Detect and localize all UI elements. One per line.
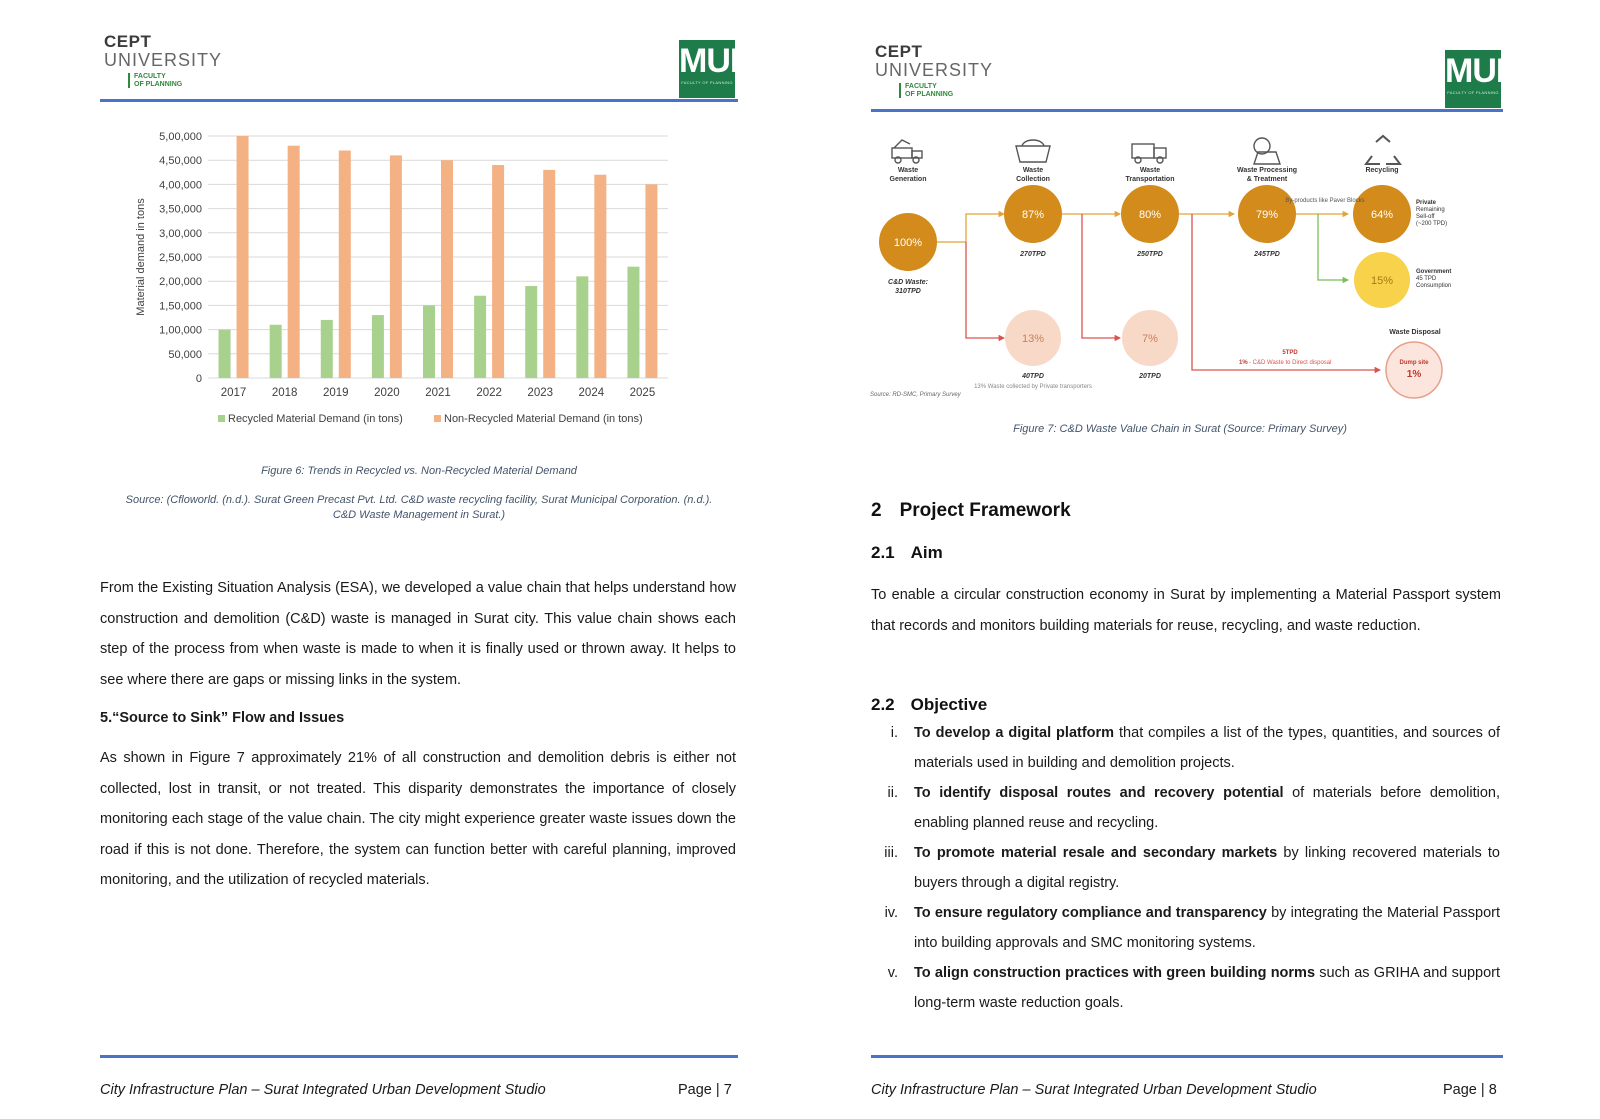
stage-node-pct: 64% bbox=[1370, 209, 1394, 221]
objective-number: i. bbox=[890, 725, 898, 741]
y-tick-label: 0 bbox=[195, 373, 202, 385]
cept-university-logo bbox=[104, 33, 222, 88]
bar-recycled bbox=[321, 320, 333, 378]
logo-university-text: UNIVERSITY bbox=[104, 50, 223, 70]
government-label: Consumption bbox=[1416, 283, 1452, 289]
objective-bold: To align construction practices with green building norms bbox=[914, 965, 1316, 981]
objective-bold: To develop a digital platform bbox=[914, 725, 1115, 741]
page-number-right: Page | 8 bbox=[1443, 1082, 1497, 1098]
private-label: Private bbox=[1416, 200, 1437, 206]
objective-number: iv. bbox=[884, 905, 898, 921]
objective-item bbox=[864, 778, 1500, 838]
x-tick-label: 2022 bbox=[476, 387, 502, 399]
private-label: Remaining bbox=[1416, 207, 1445, 213]
loss-node-pct: 7% bbox=[1142, 333, 1158, 345]
stage-label: Transportation bbox=[1125, 176, 1175, 183]
bar-non-recycled bbox=[645, 184, 657, 378]
dump-site-pct: 1% bbox=[1406, 369, 1422, 380]
bar-non-recycled bbox=[594, 175, 606, 378]
figure-7-caption: Figure 7: C&D Waste Value Chain in Surat (Source: Primary Survey) bbox=[1013, 423, 1347, 435]
source-to-sink-heading: 5.“Source to Sink” Flow and Issues bbox=[100, 710, 345, 726]
dump-truck-icon bbox=[1132, 144, 1166, 163]
y-tick-label: 4,50,000 bbox=[159, 155, 202, 168]
stage-node-label: C&D Waste: bbox=[888, 279, 928, 286]
page-number: Page | 7 bbox=[678, 1082, 732, 1098]
stage-node-label: 245TPD bbox=[1254, 251, 1280, 258]
stage-label: Waste bbox=[1022, 167, 1044, 174]
objective-text bbox=[914, 898, 1500, 958]
bar-recycled bbox=[576, 276, 588, 378]
objective-number: iii. bbox=[884, 845, 898, 861]
y-tick-label: 1,00,000 bbox=[159, 324, 202, 337]
bar-recycled bbox=[423, 305, 435, 378]
figure-6-source-line2: C&D Waste Management in Surat.) bbox=[332, 509, 506, 521]
objective-heading: 2.2 Objective bbox=[871, 695, 988, 714]
logo-faculty: FACULTY OF PLANNING bbox=[128, 73, 222, 88]
private-label: Sell-off bbox=[1416, 214, 1435, 220]
stage-label: Generation bbox=[889, 176, 927, 183]
objective-number: v. bbox=[887, 965, 898, 981]
stage-label: Waste Processing bbox=[1236, 167, 1298, 174]
logo-cept-text: CEPT bbox=[104, 32, 152, 51]
x-tick-label: 2024 bbox=[578, 387, 605, 399]
x-tick-label: 2017 bbox=[220, 387, 247, 399]
bar-non-recycled bbox=[288, 146, 300, 378]
government-label: Government bbox=[1416, 269, 1452, 275]
bar-non-recycled bbox=[492, 165, 504, 378]
esa-paragraph: From the Existing Situation Analysis (ESA), we developed a value chain that helps understand how construction and demolition (C&D) waste is managed in Surat city. This value chain shows each step of the process from when waste is made to when it is finally used or thrown away. It helps to see where there are gaps or missing links in the system. bbox=[100, 580, 736, 688]
bar-non-recycled bbox=[543, 170, 555, 378]
private-label: (~200 TPD) bbox=[1416, 221, 1448, 227]
legend-label: Non-Recycled Material Demand (in tons) bbox=[444, 413, 643, 425]
dump-site-label: Dump site bbox=[1399, 360, 1429, 366]
waste-value-chain-diagram bbox=[870, 128, 1490, 418]
bar-recycled bbox=[372, 315, 384, 378]
objectives-list bbox=[864, 718, 1500, 1018]
material-demand-chart bbox=[128, 124, 688, 434]
bar-non-recycled bbox=[237, 136, 249, 378]
stage-node-label: 310TPD bbox=[895, 288, 921, 295]
objective-rest: by integrating the Material Passport into building approvals and SMC monitoring systems. bbox=[914, 905, 1500, 951]
x-tick-label: 2025 bbox=[629, 387, 656, 399]
x-tick-label: 2023 bbox=[527, 387, 554, 399]
x-tick-label: 2020 bbox=[374, 387, 400, 399]
objective-item bbox=[864, 958, 1500, 1018]
section-heading: 2 Project Framework bbox=[871, 500, 1071, 521]
disposal-note: - C&D Waste to Direct disposal bbox=[1249, 360, 1332, 366]
stage-label: Waste bbox=[897, 167, 919, 174]
objective-text bbox=[914, 958, 1500, 1018]
stage-label: Recycling bbox=[1365, 167, 1399, 174]
recycle-icon bbox=[1366, 136, 1400, 164]
bar-recycled bbox=[525, 286, 537, 378]
bar-non-recycled bbox=[339, 151, 351, 378]
truck-icon bbox=[892, 140, 922, 163]
y-tick-label: 5,00,000 bbox=[159, 131, 202, 143]
page-7 bbox=[0, 0, 780, 1119]
objective-item bbox=[864, 838, 1500, 898]
bar-non-recycled bbox=[390, 155, 402, 378]
disposal-note-pct: 1% bbox=[1239, 360, 1248, 366]
legend-swatch bbox=[434, 415, 441, 422]
byproducts-label: By-products like Paver Blocks bbox=[1285, 198, 1365, 204]
bar-recycled bbox=[270, 325, 282, 378]
footer-rule-right bbox=[871, 1055, 1503, 1058]
y-tick-label: 3,00,000 bbox=[159, 227, 202, 240]
objective-rest: by linking recovered materials to buyers through a digital registry. bbox=[914, 845, 1500, 891]
disposal-heading: Waste Disposal bbox=[1389, 329, 1441, 336]
objective-rest: that compiles a list of the types, quantities, and sources of materials used in building and demolition projects. bbox=[914, 725, 1500, 771]
objective-bold: To identify disposal routes and recovery potential bbox=[914, 785, 1284, 801]
objective-bold: To promote material resale and secondary markets bbox=[914, 845, 1278, 861]
objective-item bbox=[864, 718, 1500, 778]
y-tick-label: 3,50,000 bbox=[159, 203, 202, 216]
disposal-tpd: 5TPD bbox=[1282, 350, 1298, 356]
bar-recycled bbox=[474, 296, 486, 378]
y-axis-label: Material demand in tons bbox=[135, 198, 147, 316]
y-tick-label: 50,000 bbox=[168, 348, 202, 361]
header-rule bbox=[100, 99, 738, 102]
mui-logo: MUI FACULTY OF PLANNING bbox=[679, 40, 735, 98]
stage-node-label: 250TPD bbox=[1137, 251, 1163, 258]
bar-recycled bbox=[219, 330, 231, 378]
loss-node-label: 20TPD bbox=[1139, 373, 1161, 380]
aim-paragraph: To enable a circular construction economy in Surat by implementing a Material Passport system that records and monitors building materials for reuse, recycling, and waste reduction. bbox=[871, 587, 1501, 634]
objective-bold: To ensure regulatory compliance and transparency bbox=[914, 905, 1267, 921]
loss-node-label: 40TPD bbox=[1022, 373, 1044, 380]
processing-plant-icon bbox=[1254, 138, 1280, 164]
objective-item bbox=[864, 898, 1500, 958]
figure-6-caption: Figure 6: Trends in Recycled vs. Non-Recycled Material Demand bbox=[261, 465, 577, 477]
stage-node-pct: 100% bbox=[893, 237, 923, 249]
loss-node-note: 13% Waste collected by Private transporters bbox=[974, 384, 1092, 390]
diagram-source: Source: RD-SMC, Primary Survey bbox=[870, 392, 961, 398]
legend-swatch bbox=[218, 415, 225, 422]
footer-rule bbox=[100, 1055, 738, 1058]
mui-logo: MUI FACULTY OF PLANNING bbox=[1445, 50, 1501, 108]
x-tick-label: 2019 bbox=[322, 387, 349, 399]
stage-label: & Treatment bbox=[1246, 176, 1288, 183]
government-node-pct: 15% bbox=[1370, 275, 1394, 287]
skip-bin-icon bbox=[1016, 140, 1050, 162]
objective-text bbox=[914, 778, 1500, 838]
y-tick-label: 4,00,000 bbox=[159, 179, 202, 192]
y-tick-label: 2,50,000 bbox=[159, 252, 202, 264]
objective-number: ii. bbox=[887, 785, 898, 801]
aim-heading: 2.1 Aim bbox=[871, 543, 943, 562]
legend-label: Recycled Material Demand (in tons) bbox=[228, 413, 403, 425]
header-rule bbox=[871, 109, 1503, 112]
y-tick-label: 2,00,000 bbox=[159, 276, 202, 289]
loss-node-pct: 13% bbox=[1021, 333, 1045, 345]
issues-paragraph: As shown in Figure 7 approximately 21% of all construction and demolition debris is either not collected, lost in transit, or not treated. This disparity demonstrates the importance of closely monitoring each stage of the value chain. The city might experience greater waste issues down the road if this is not done. Therefore, the system can function better with careful planning, improved monitoring, and the utilization of recycled materials. bbox=[100, 750, 736, 888]
y-tick-label: 1,50,000 bbox=[159, 300, 202, 313]
x-tick-label: 2021 bbox=[425, 387, 451, 399]
objective-text bbox=[914, 718, 1500, 778]
government-label: 45 TPD bbox=[1416, 276, 1437, 282]
objective-rest: such as GRIHA and support long-term waste reduction goals. bbox=[914, 965, 1501, 1011]
footer-title: City Infrastructure Plan – Surat Integrated Urban Development Studio bbox=[100, 1082, 546, 1098]
stage-label: Waste bbox=[1139, 167, 1161, 174]
bar-non-recycled bbox=[441, 160, 453, 378]
stage-label: Collection bbox=[1016, 176, 1050, 183]
x-tick-label: 2018 bbox=[271, 387, 298, 399]
figure-6-source-line1: Source: (Cfloworld. (n.d.). Surat Green Precast Pvt. Ltd. C&D waste recycling facility, Surat Municipal Corporation. (n.d.). bbox=[125, 494, 713, 506]
cept-university-logo: CEPT UNIVERSITY FACULTY OF PLANNING bbox=[875, 42, 994, 98]
objective-text bbox=[914, 838, 1500, 898]
stage-node-label: 270TPD bbox=[1020, 251, 1046, 258]
footer-title-right: City Infrastructure Plan – Surat Integrated Urban Development Studio bbox=[871, 1082, 1317, 1098]
stage-node-pct: 80% bbox=[1138, 209, 1162, 221]
stage-node-pct: 79% bbox=[1255, 209, 1279, 221]
objective-rest: of materials before demolition, enabling planned reuse and recycling. bbox=[914, 785, 1500, 831]
stage-node-pct: 87% bbox=[1021, 209, 1045, 221]
bar-recycled bbox=[627, 267, 639, 378]
